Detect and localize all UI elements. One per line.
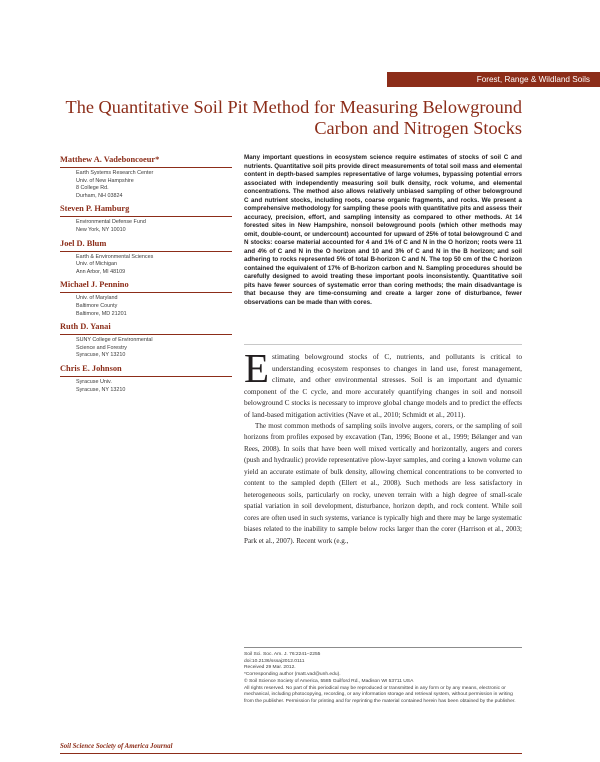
author-affiliation: Earth & Environmental Sciences — [76, 253, 154, 260]
rights-notice: All rights reserved. No part of this periodical may be reproduced or transmitted in any form or by any means, electronic or mechanical, including photocopying, recording, or any information storage and retrieval system, without permission in writing from the publisher. Permission for printing and for reprinting the material contained herein has been obtained by the publisher. — [244, 685, 516, 704]
author-block — [60, 204, 232, 234]
author-block — [60, 155, 232, 200]
section-banner — [387, 72, 600, 87]
journal-name: Soil Science Society of America Journal — [60, 743, 173, 750]
author-affiliation: Syracuse Univ. — [76, 378, 112, 385]
author-affiliation: Durham, NH 03824 — [76, 192, 123, 199]
section-label: Forest, Range & Wildland Soils — [476, 75, 590, 84]
author-affiliation: 8 College Rd. — [76, 185, 109, 192]
author-name: Matthew A. Vadeboncoeur* — [60, 155, 232, 168]
author-affiliation: SUNY College of Environmental — [76, 337, 153, 344]
author-name: Chris E. Johnson — [60, 364, 232, 377]
body-paragraph: The most common methods of sampling soils involve augers, corers, or the sampling of soil horizons from profiles exposed by excavation (Tan, 1996; Boone et al., 1999; Bélanger and van Rees, 2008). In soils that have been well mixed vertically and horizontally, augers and corers (push and hydraulic) provide representative plow-layer samples, and coring a known volume can yield an accurate estimate of bulk density, allowing chemical concentrations to be converted to content to the sampled depth (Ellert et al., 2008). Such methods are less satisfactory in heterogeneous soils, particularly on rocky, uneven terrain with a high degree of small-scale spatial variation in soil development, disturbance, horizon depth, and rock content. While soil cores are often used in such systems, variance is typically high and there may be large systematic biases related to the inability to sample below rocks larger than the corer (Harrison et al., 2003; Park et al., 2007). Recent work (e.g., — [244, 421, 522, 545]
author-name: Ruth D. Yanai — [60, 322, 232, 335]
body-paragraph: Estimating belowground stocks of C, nutrients, and pollutants is critical to understanding ecosystem responses to changes in land use, forest management, climate, and other environmental stresses. Soil is an important and dynamic component of the C cycle, and more accurately quantifying changes in soil and nonsoil belowground C stocks is necessary to improve global change models and to predict the effects of land-based mitigation activities (Nave et al., 2010; Schmidt et al., 2011). — [244, 345, 522, 419]
author-block — [60, 280, 232, 318]
author-affiliation: Univ. of New Hampshire — [76, 177, 134, 184]
author-affiliation: Univ. of Michigan — [76, 261, 117, 268]
author-affiliation: Syracuse, NY 13210 — [76, 352, 126, 359]
author-name: Joel D. Blum — [60, 239, 232, 252]
footer-rule — [60, 753, 522, 754]
corresponding-author: *Corresponding author (matt.vad@unh.edu). — [244, 672, 341, 678]
copyright: © Soil Science Society of America, 5585 Guilford Rd., Madison WI 53711 USA — [244, 678, 414, 684]
author-affiliation: Univ. of Maryland — [76, 295, 118, 302]
author-affiliation: Science and Forestry — [76, 344, 127, 351]
author-affiliation: Environmental Defense Fund — [76, 219, 146, 226]
article-title: The Quantitative Soil Pit Method for Measuring Belowground Carbon and Nitrogen Stocks — [65, 97, 522, 138]
author-affiliation: Baltimore, MD 21201 — [76, 310, 127, 317]
author-affiliation: Baltimore County — [76, 302, 118, 309]
author-block — [60, 322, 232, 360]
received-date: Received 29 Mar. 2012. — [244, 665, 296, 671]
author-affiliation: Ann Arbor, MI 48109 — [76, 268, 126, 275]
author-affiliation: New York, NY 10010 — [76, 226, 126, 233]
abstract: Many important questions in ecosystem science require estimates of stocks of soil C and nutrients. Quantitative soil pits provide direct measurements of total soil mass and elemental content in depth-based samples representative of large volumes, bypassing potential errors associated with independently measuring soil bulk density, rock volume, and elemental concentrations. The method also allows relatively unbiased sampling of other belowground C and nutrient stocks, including roots, coarse organic fragments, and rocks. We present a comprehensive methodology for sampling these pools with quantitative pits and assess their accuracy, precision, effort, and sampling intensity as compared to other methods. At 14 forested sites in New Hampshire, nonsoil belowground pools (which other methods may omit, double-count, or undercount) accounted for upward of 25% of total belowground C and N stocks: coarse material accounted for 4 and 1% of C and N in the O horizon; roots were 11 and 4% of C and N in the O horizon and 10 and 3% of C and N in the B horizon; and soil adhering to rocks represented 5% of total B-horizon C and N. The top 50 cm of the C horizon contained the equivalent of 17% of B-horizon carbon and N. Sampling procedures should be carefully designed to avoid treating these important pools inconsistently. Quantitative soil pits have fewer sources of systematic error than coring methods; the main disadvantage is that because they are time-consuming and create a larger zone of disturbance, fewer observations can be made than with cores. — [244, 154, 522, 306]
author-affiliation: Syracuse, NY 13210 — [76, 386, 126, 393]
author-name: Michael J. Pennino — [60, 280, 232, 293]
author-name: Steven P. Hamburg — [60, 204, 232, 217]
author-block — [60, 239, 232, 277]
doi: doi:10.2136/sssaj2012.0111 — [244, 658, 305, 664]
author-block — [60, 364, 232, 394]
author-list — [60, 155, 232, 398]
author-affiliation: Earth Systems Research Center — [76, 170, 154, 176]
abstract-divider — [244, 344, 522, 345]
citation: Soil Sci. Soc. Am. J. 76:2241–2255 — [244, 652, 321, 657]
footnotes — [244, 647, 522, 706]
body-text — [244, 345, 522, 547]
